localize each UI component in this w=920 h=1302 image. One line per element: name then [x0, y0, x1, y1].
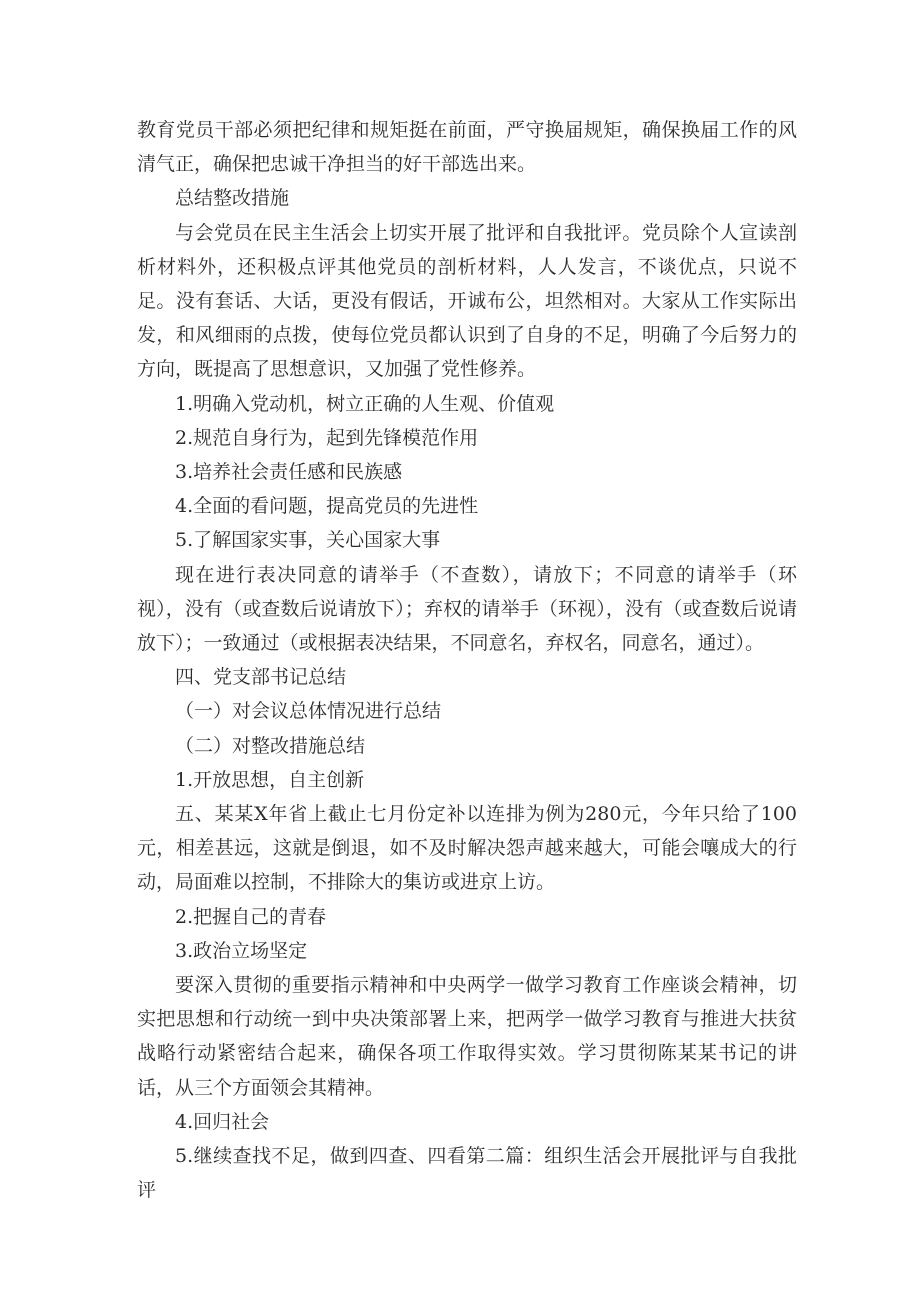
list-item-continue-review: 5.继续查找不足，做到四查、四看第二篇：组织生活会开展批评与自我批评 — [137, 1145, 797, 1202]
list-item-5: 5.了解国家实事，关心国家大事 — [175, 529, 441, 552]
paragraph-section-five: 五、某某X年省上截止七月份定补以连排为例为280元，今年只给了100元，相差甚远，这就是倒退，如不及时解决怨声越来越大，可能会嚷成大的行动，局面难以控制，不排除大的集访或进京上访。 — [137, 803, 797, 894]
list-item-open-thinking: 1.开放思想，自主创新 — [175, 768, 365, 791]
heading-secretary-summary: 四、党支部书记总结 — [175, 666, 347, 689]
list-item-3: 3.培养社会责任感和民族感 — [175, 461, 403, 484]
document-body — [137, 113, 797, 1208]
paragraph-voting: 现在进行表决同意的请举手（不查数），请放下；不同意的请举手（环视），没有（或查数后说请放下）；弃权的请举手（环视），没有（或查数后说请放下）；一致通过（或根据表决结果，不同意名，弃权名，同意名，通过）。 — [137, 563, 797, 655]
list-item-4: 4.全面的看问题，提高党员的先进性 — [175, 495, 479, 518]
subheading-measures-summary: （二）对整改措施总结 — [175, 734, 366, 757]
list-item-youth: 2.把握自己的青春 — [175, 905, 327, 928]
paragraph-study-implementation: 要深入贯彻的重要指示精神和中央两学一做学习教育工作座谈会精神，切实把思想和行动统一到中央决策部署上来，把两学一做学习教育与推进大扶贫战略行动紧密结合起来，确保各项工作取得实效。学习贯彻陈某某书记的讲话，从三个方面领会其精神。 — [137, 974, 797, 1099]
paragraph-criticism-review: 与会党员在民主生活会上切实开展了批评和自我批评。党员除个人宣读剖析材料外，还积极点评其他党员的剖析材料，人人发言，不谈优点，只说不足。没有套话、大话，更没有假话，开诚布公，坦然相对。大家从工作实际出发，和风细雨的点拨，使每位党员都认识到了自身的不足，明确了今后努力的方向，既提高了思想意识，又加强了党性修养。 — [137, 221, 797, 381]
paragraph-intro-continuation: 教育党员干部必须把纪律和规矩挺在前面，严守换届规矩，确保换届工作的风清气正，确保把忠诚干净担当的好干部选出来。 — [137, 119, 797, 176]
list-item-return-society: 4.回归社会 — [175, 1110, 270, 1133]
list-item-2: 2.规范自身行为，起到先锋模范作用 — [175, 426, 479, 449]
subheading-meeting-summary: （一）对会议总体情况进行总结 — [175, 700, 442, 723]
heading-rectification-summary: 总结整改措施 — [175, 187, 290, 210]
list-item-political-stance: 3.政治立场坚定 — [175, 939, 308, 962]
list-item-1: 1.明确入党动机，树立正确的人生观、价值观 — [175, 392, 555, 415]
